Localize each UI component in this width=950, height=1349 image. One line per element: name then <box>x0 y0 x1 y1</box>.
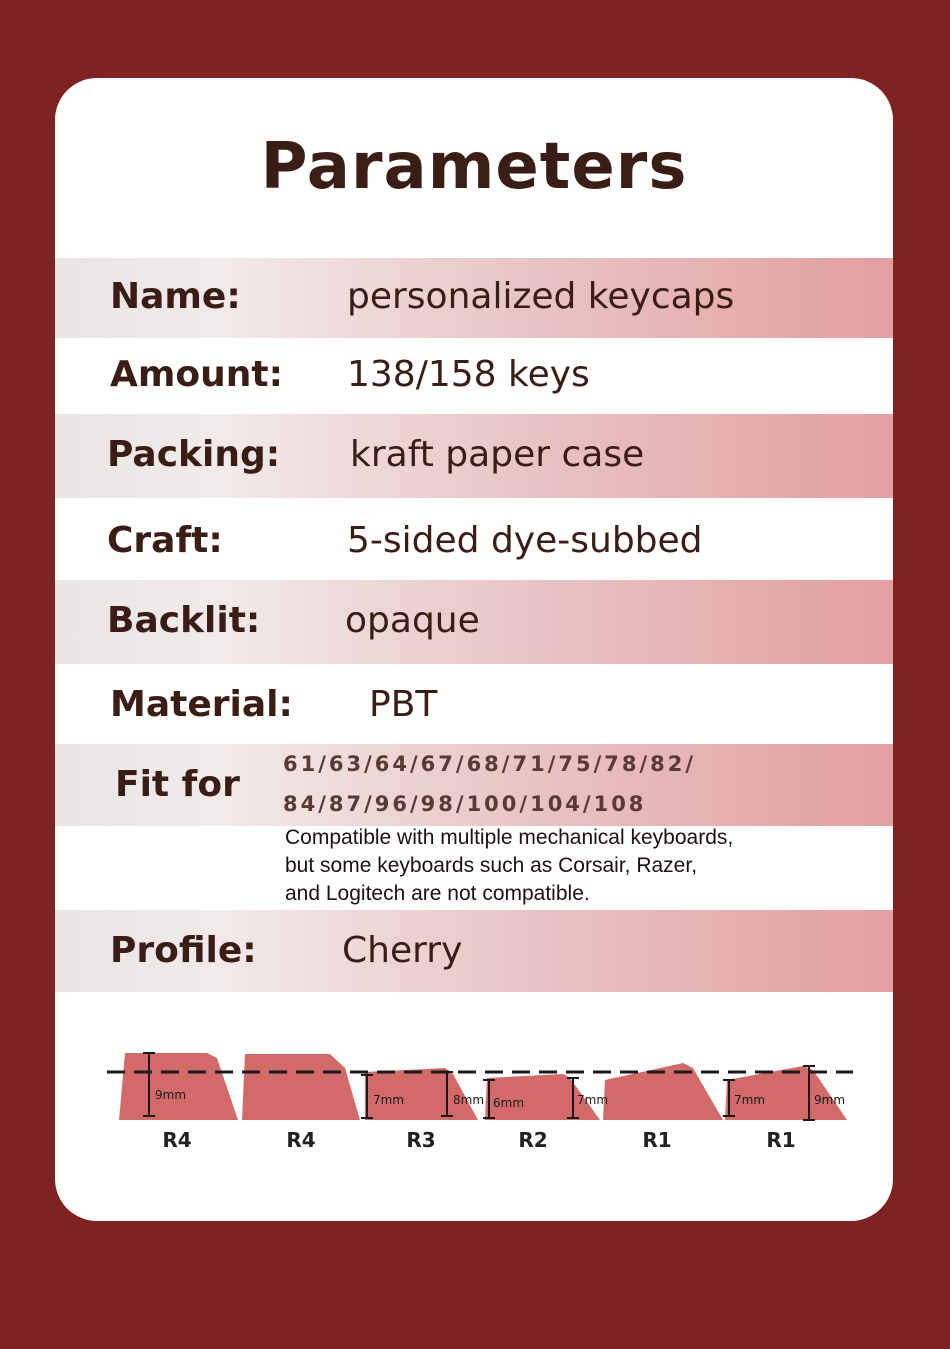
fit-label: Fit for <box>115 764 240 805</box>
row-label: R1 <box>642 1128 672 1152</box>
parameters-card <box>55 78 893 1221</box>
material-label: Material: <box>110 684 293 725</box>
row-craft <box>55 498 893 580</box>
height-label: 9mm <box>155 1088 187 1102</box>
height-label: 7mm <box>734 1093 766 1107</box>
compatibility-note <box>285 824 845 908</box>
backlit-label: Backlit: <box>107 600 261 641</box>
row-label: R1 <box>766 1128 796 1152</box>
row-label: R2 <box>518 1128 548 1152</box>
amount-label: Amount: <box>110 354 283 395</box>
row-name <box>55 258 893 338</box>
row-packing <box>55 414 893 498</box>
height-label: 8mm <box>453 1093 485 1107</box>
row-profile <box>55 910 893 992</box>
keycap-r4-first <box>119 1053 238 1120</box>
fit-layouts-line1: 61/63/64/67/68/71/75/78/82/ <box>283 752 697 776</box>
note-line: Compatible with multiple mechanical keyboards, <box>285 826 734 849</box>
backlit-value: opaque <box>345 600 480 641</box>
row-label: R3 <box>406 1128 436 1152</box>
profile-value: Cherry <box>342 930 463 971</box>
height-label: 9mm <box>814 1093 846 1107</box>
note-line: and Logitech are not compatible. <box>285 882 590 905</box>
profile-label: Profile: <box>110 930 257 971</box>
keycap-profile-diagram <box>55 1038 893 1158</box>
craft-label: Craft: <box>107 520 223 561</box>
name-value: personalized keycaps <box>347 276 735 317</box>
craft-value: 5-sided dye-subbed <box>347 520 703 561</box>
note-line: but some keyboards such as Corsair, Razer, <box>285 854 698 877</box>
keycap-r4-second <box>242 1054 360 1120</box>
row-backlit <box>55 580 893 664</box>
height-label: 7mm <box>373 1093 405 1107</box>
page-title: Parameters <box>260 130 688 204</box>
row-amount <box>55 338 893 414</box>
row-label: R4 <box>162 1128 192 1152</box>
amount-value: 138/158 keys <box>347 354 590 395</box>
height-label: 7mm <box>577 1093 609 1107</box>
name-label: Name: <box>110 276 241 317</box>
row-fit <box>55 744 893 826</box>
material-value: PBT <box>369 684 438 725</box>
packing-label: Packing: <box>107 434 281 475</box>
fit-layouts-line2: 84/87/96/98/100/104/108 <box>283 792 647 816</box>
height-label: 6mm <box>493 1096 525 1110</box>
row-material <box>55 664 893 744</box>
row-label: R4 <box>286 1128 316 1152</box>
packing-value: kraft paper case <box>350 434 645 475</box>
